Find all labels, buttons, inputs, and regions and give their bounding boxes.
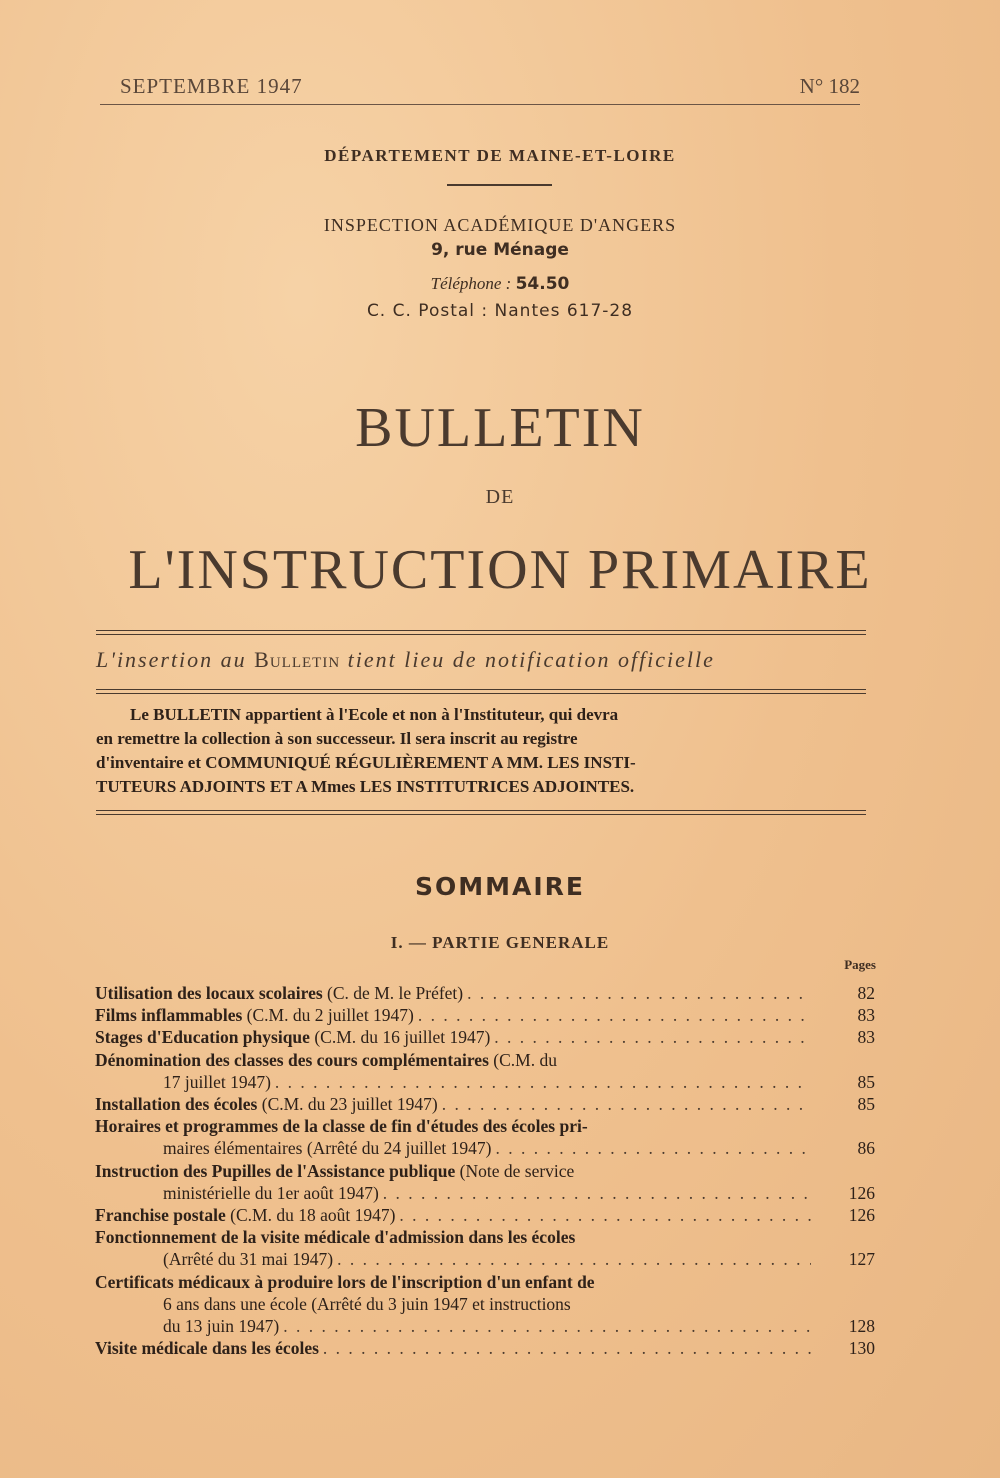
double-rule <box>96 689 866 694</box>
table-of-contents <box>95 982 875 1359</box>
divider <box>447 184 552 186</box>
official-notice <box>96 647 876 673</box>
inspection-address: 9, rue Ménage <box>431 240 569 260</box>
inspection-name: INSPECTION ACADÉMIQUE D'ANGERS <box>323 215 677 235</box>
pages-column-label: Pages <box>844 957 876 972</box>
toc-entry-detail: (C.M. du 16 juillet 1947) <box>309 1027 491 1048</box>
toc-entry <box>95 1204 875 1226</box>
title-bulletin: BULLETIN <box>355 397 645 459</box>
toc-line <box>95 1226 875 1248</box>
toc-line <box>95 1137 875 1159</box>
toc-page-number: 126 <box>848 1182 875 1203</box>
toc-entry-text <box>95 1093 438 1115</box>
leader-dots <box>323 1337 811 1359</box>
toc-entry <box>95 1160 875 1204</box>
toc-entry <box>95 1115 875 1159</box>
issue-number: N° 182 <box>799 74 860 98</box>
toc-entry-title: Dénomination des classes des cours complémentaires <box>95 1049 489 1070</box>
toc-entry-title: Certificats médicaux à produire lors de l'inscription d'un enfant de <box>95 1271 595 1292</box>
toc-page-number: 86 <box>857 1138 875 1159</box>
toc-entry <box>95 1004 875 1026</box>
toc-line <box>95 1204 875 1226</box>
toc-entry-continuation: ministérielle du 1er août 1947) <box>163 1182 379 1203</box>
toc-entry <box>95 1271 875 1338</box>
warning-line: TUTEURS ADJOINTS ET A Mmes LES INSTITUTRICES ADJOINTES. <box>96 777 635 796</box>
toc-line <box>95 1004 875 1026</box>
toc-entry-text <box>95 1160 574 1182</box>
leader-dots <box>442 1093 811 1115</box>
toc-entry-detail: (C.M. du 2 juillet 1947) <box>242 1005 414 1026</box>
notice-part1: L'insertion au <box>96 647 247 672</box>
warning-line: Le BULLETIN appartient à l'Ecole et non à l'Instituteur, qui devra <box>130 705 619 724</box>
leader-dots <box>467 982 811 1004</box>
toc-entry-title: Films inflammables <box>95 1005 243 1026</box>
toc-entry-title: Stages d'Education physique <box>95 1027 310 1048</box>
toc-page-number: 83 <box>857 1005 875 1026</box>
toc-entry-title: Fonctionnement de la visite médicale d'admission dans les écoles <box>95 1227 576 1248</box>
telephone-label: Téléphone : <box>430 274 512 293</box>
toc-entry <box>95 982 875 1004</box>
leader-dots <box>337 1248 811 1270</box>
leader-dots <box>283 1315 811 1337</box>
toc-entry <box>95 1337 875 1359</box>
toc-entry-title: Horaires et programmes de la classe de fin d'études des écoles pri- <box>95 1116 588 1137</box>
title-instruction-primaire: L'INSTRUCTION PRIMAIRE <box>128 539 872 601</box>
toc-entry-title: Utilisation des locaux scolaires <box>95 983 323 1003</box>
toc-line <box>95 1093 875 1115</box>
issue-date: SEPTEMBRE 1947 <box>120 74 303 98</box>
toc-entry-text <box>95 1115 588 1137</box>
toc-entry-continuation: 17 juillet 1947) <box>163 1071 271 1092</box>
postal-account: C. C. Postal : Nantes 617-28 <box>366 301 634 321</box>
toc-line <box>95 1271 875 1293</box>
toc-entry-title: Instruction des Pupilles de l'Assistance publique <box>95 1160 456 1181</box>
toc-entry-text <box>95 1026 490 1048</box>
sommaire-heading: SOMMAIRE <box>415 872 585 901</box>
toc-line <box>95 1293 875 1315</box>
toc-line <box>95 1248 875 1270</box>
toc-entry-text <box>95 1049 557 1071</box>
leader-dots <box>494 1026 811 1048</box>
toc-entry-continuation: du 13 juin 1947) <box>163 1316 280 1337</box>
leader-dots <box>399 1204 811 1226</box>
toc-entry-detail: (C.M. du <box>488 1049 557 1070</box>
double-rule <box>96 630 866 635</box>
notice-part3: tient lieu de notification officielle <box>347 647 715 672</box>
toc-entry-continuation: 6 ans dans une école (Arrêté du 3 juin 1947 et instructions <box>163 1293 571 1314</box>
telephone-line <box>0 274 1000 294</box>
toc-line <box>95 1026 875 1048</box>
department-name: DÉPARTEMENT DE MAINE-ET-LOIRE <box>324 146 676 165</box>
toc-entry-title: Franchise postale <box>95 1205 226 1226</box>
toc-line <box>95 1182 875 1204</box>
toc-line <box>95 1049 875 1071</box>
leader-dots <box>275 1071 811 1093</box>
toc-page-number: 85 <box>857 1071 875 1092</box>
toc-page-number: 83 <box>857 1027 875 1048</box>
issue-header <box>100 74 860 105</box>
double-rule <box>96 810 866 815</box>
toc-entry-text <box>95 1271 595 1293</box>
toc-line <box>95 1315 875 1337</box>
toc-entry-title: Visite médicale dans les écoles <box>95 1338 319 1359</box>
warning-line: d'inventaire et COMMUNIQUÉ RÉGULIÈREMENT A MM. LES INSTI- <box>96 753 636 772</box>
toc-line <box>95 1337 875 1359</box>
toc-entry <box>95 1093 875 1115</box>
toc-page-number: 127 <box>848 1249 875 1270</box>
toc-page-number: 85 <box>857 1094 875 1115</box>
toc-entry-detail: (C.M. du 23 juillet 1947) <box>257 1094 438 1115</box>
warning-line: en remettre la collection à son successeur. Il sera inscrit au registre <box>96 729 578 748</box>
toc-entry <box>95 1026 875 1048</box>
toc-line <box>95 1160 875 1182</box>
toc-entry-detail: (Note de service <box>455 1160 575 1181</box>
toc-entry-detail: (C.M. du 18 août 1947) <box>225 1205 396 1226</box>
leader-dots <box>383 1182 811 1204</box>
toc-entry <box>95 1226 875 1270</box>
toc-entry <box>95 1049 875 1093</box>
leader-dots <box>496 1137 812 1159</box>
toc-page-number: 128 <box>848 1316 875 1337</box>
toc-entry-continuation: maires élémentaires (Arrêté du 24 juillet 1947) <box>163 1138 492 1159</box>
toc-entry-title: Installation des écoles <box>95 1094 258 1115</box>
toc-page-number: 82 <box>857 983 875 1003</box>
toc-page-number: 126 <box>848 1205 875 1226</box>
section-heading: I. — PARTIE GENERALE <box>390 933 610 952</box>
toc-entry-text <box>95 1204 395 1226</box>
toc-entry-text <box>95 1226 575 1248</box>
ownership-warning <box>96 703 876 799</box>
toc-line <box>95 1071 875 1093</box>
toc-entry-text <box>95 1004 414 1026</box>
notice-part2: Bulletin <box>254 647 341 672</box>
title-de: DE <box>485 486 515 508</box>
toc-entry-detail: (C. de M. le Préfet) <box>322 983 464 1003</box>
toc-line <box>95 982 875 1004</box>
toc-line <box>95 1115 875 1137</box>
toc-entry-text <box>95 982 463 1004</box>
telephone-number: 54.50 <box>515 274 570 294</box>
leader-dots <box>418 1004 811 1026</box>
toc-entry-continuation: (Arrêté du 31 mai 1947) <box>163 1249 334 1270</box>
toc-page-number: 130 <box>848 1338 875 1359</box>
toc-entry-text <box>95 1337 319 1359</box>
